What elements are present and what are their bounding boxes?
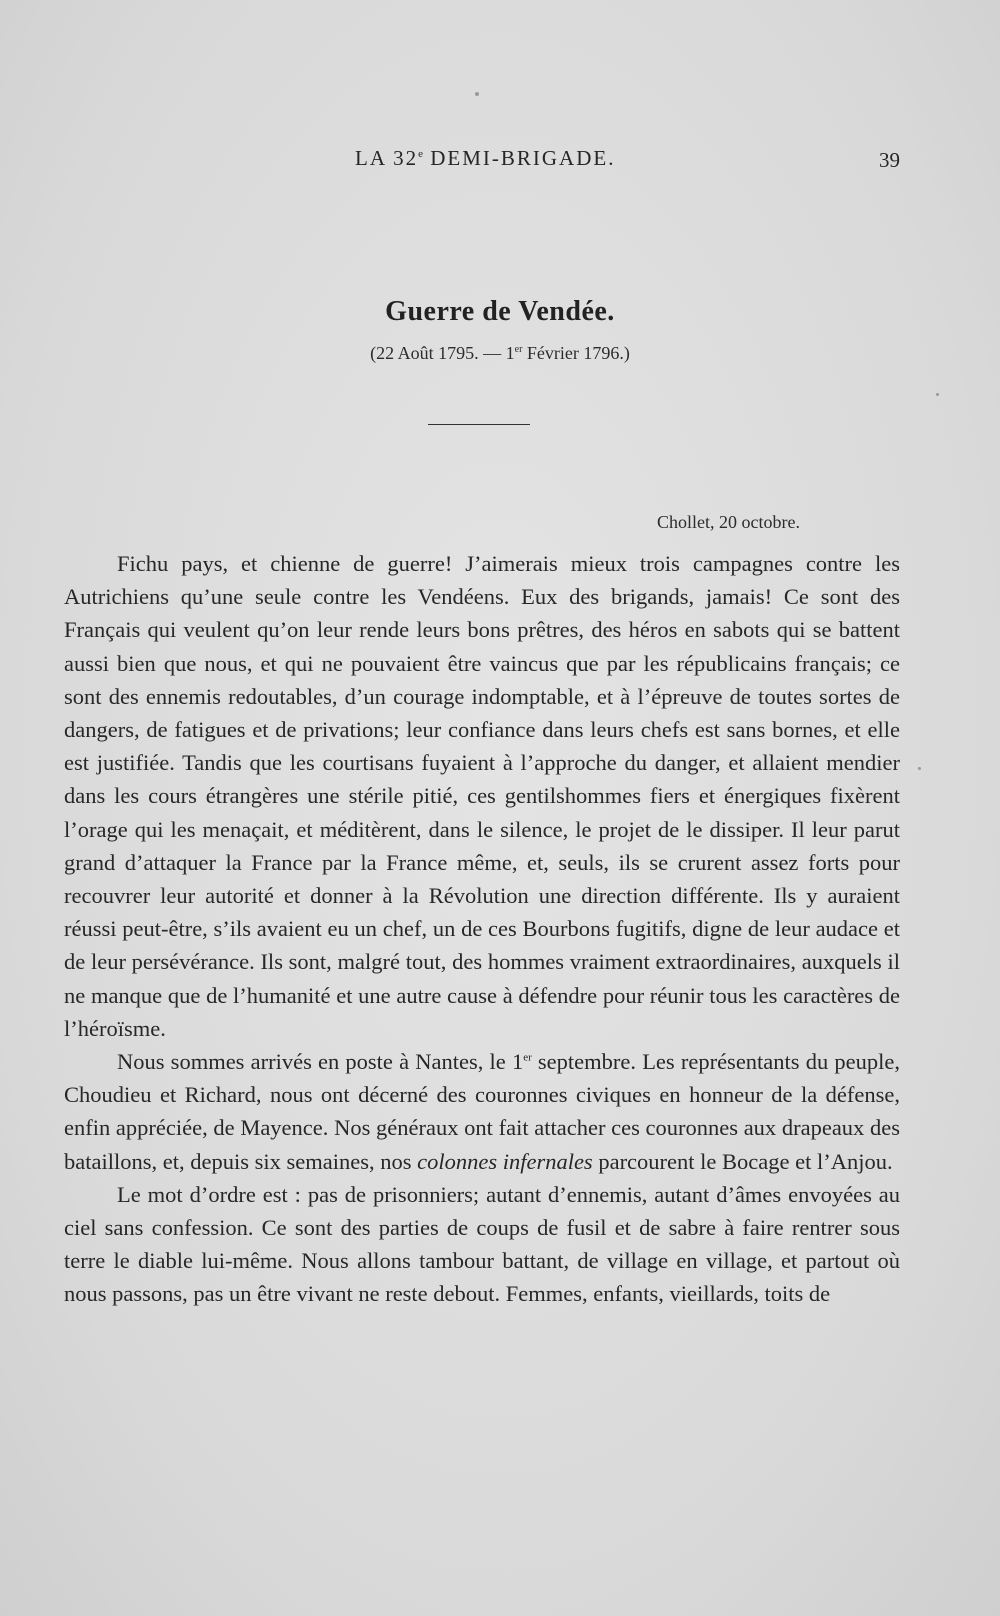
chapter-dates-close: Février 1796.): [522, 343, 630, 363]
paper-speck: [918, 767, 921, 770]
running-head-superscript: e: [418, 148, 423, 160]
page-number: 39: [879, 148, 900, 172]
paragraph-2-italic: colonnes infernales: [417, 1148, 593, 1174]
paragraph-2-superscript: er: [523, 1051, 532, 1064]
paragraph-2-part-c: parcourent le Bocage et l’Anjou.: [592, 1148, 893, 1174]
chapter-dates-superscript: er: [514, 344, 523, 355]
paragraph-2: [64, 1045, 900, 1178]
chapter-dates-open: (22 Août 1795. — 1: [370, 343, 515, 363]
chapter-dates: [0, 343, 1000, 364]
paragraph-3: Le mot d’ordre est : pas de prisonniers; autant d’ennemis, autant d’âmes envoyées au ciel sans confession. Ce sont des parties de coups de fusil et de sabre à faire rentrer sous terre le diable lui-même. Nous allons tambour battant, de village en village, et partout où nous passons, pas un être vivant ne reste debout. Femmes, enfants, vieillards, toits de: [64, 1181, 900, 1307]
body-text: [64, 547, 900, 1311]
paper-speck: [475, 92, 479, 96]
running-head-suffix: DEMI-BRIGADE.: [422, 146, 616, 170]
running-head-prefix: LA 32: [355, 146, 419, 170]
paragraph-2-part-a: Nous sommes arrivés en poste à Nantes, le 1: [117, 1049, 524, 1075]
paragraph-1: Fichu pays, et chienne de guerre! J’aimerais mieux trois campagnes contre les Autrichiens qu’une seule contre les Vendéens. Eux des brigands, jamais! Ce sont des Français qui veulent qu’on leur rende leurs bons prêtres, des héros en sabots qui se battent aussi bien que nous, et qui ne pouvaient être vaincus que par les républicains français; ce sont des ennemis redoutables, d’un courage indomptable, et à l’épreuve de toutes sortes de dangers, de fatigues et de privations; leur confiance dans leurs chefs est sans bornes, et elle est justifiée. Tandis que les courtisans fuyaient à l’approche du danger, et allaient mendier dans les cours étrangères une stérile pitié, ces gentilshommes fiers et énergiques fixèrent l’orage qui les menaçait, et méditèrent, dans le silence, le projet de le dissiper. Il leur parut grand d’attaquer la France par la France même, et, seuls, ils se crurent assez forts pour recouvrer leur autorité et donner à la Révolution une direction différente. Ils y auraient réussi peut-être, s’ils avaient eu un chef, un de ces Bourbons fugitifs, digne de leur audace et de leur persévérance. Ils sont, malgré tout, des hommes vraiment extraordinaires, auxquels il ne manque que de l’humanité et une autre cause à défendre pour réunir tous les caractères de l’héroïsme.: [64, 551, 900, 1041]
paragraph-2-part-b: septembre. Les représentants du peuple, Choudieu et Richard, nous ont décerné des couronnes civiques en honneur de la défense, enfin appréciée, de Mayence. Nos généraux ont fait attacher ces couronnes aux drapeaux des bataillons, et, depuis six semaines, nos: [64, 1049, 901, 1174]
dateline: Chollet, 20 octobre.: [657, 512, 800, 532]
paper-speck: [936, 393, 939, 396]
running-head: [355, 146, 615, 171]
section-rule: [428, 424, 530, 425]
chapter-title: Guerre de Vendée.: [385, 296, 615, 327]
